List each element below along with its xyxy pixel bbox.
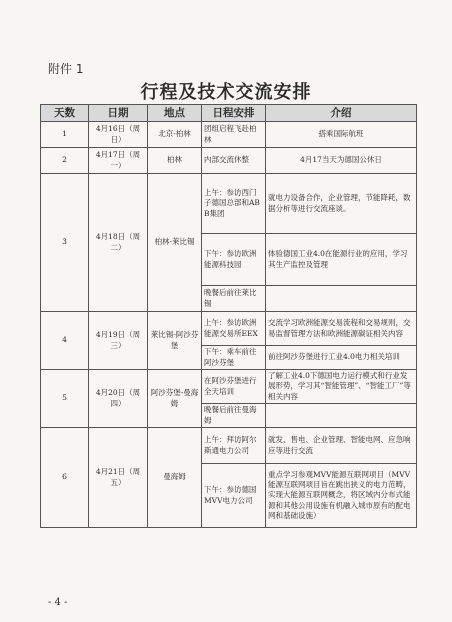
intro-cell: 搭乘国际航班 bbox=[266, 122, 417, 148]
day-cell: 2 bbox=[41, 148, 89, 174]
place-cell: 曼海姆 bbox=[148, 428, 202, 528]
header-day: 天数 bbox=[41, 105, 89, 122]
date-cell: 4月17日（周一） bbox=[89, 148, 148, 174]
schedule-table bbox=[40, 104, 417, 528]
place-cell: 莱比锡-阿沙芬堡 bbox=[148, 312, 202, 370]
table-row bbox=[41, 312, 417, 346]
table-row bbox=[41, 174, 417, 234]
table-row bbox=[41, 428, 417, 464]
place-cell: 柏林 bbox=[148, 148, 202, 174]
place-cell: 柏林-莱比锡 bbox=[148, 174, 202, 312]
schedule-cell: 上午：参访欧洲能源交易所EEX bbox=[202, 312, 266, 346]
header-place: 地点 bbox=[148, 105, 202, 122]
date-cell: 4月16日（周日） bbox=[89, 122, 148, 148]
intro-cell: 重点学习参观MVV能源互联网项目（MVV能源互联网项目旨在跳出狭义的电力范畴，实现大能源互联网概念，将区域内分布式能源和其他公用设施有机融入城市原有的配电网和基础设施） bbox=[266, 464, 417, 528]
schedule-cell: 在阿沙芬堡进行全天培训 bbox=[202, 370, 266, 404]
day-cell: 5 bbox=[41, 370, 89, 428]
place-cell: 阿沙芬堡-曼海姆 bbox=[148, 370, 202, 428]
schedule-cell: 内部交流休整 bbox=[202, 148, 266, 174]
page-title: 行程及技术交流安排 bbox=[140, 82, 312, 103]
date-cell: 4月19日（周三） bbox=[89, 312, 148, 370]
schedule-cell: 晚餐后前往曼海姆 bbox=[202, 404, 266, 428]
intro-cell: 4月17当天为德国公休日 bbox=[266, 148, 417, 174]
intro-cell: 就发、售电、企业管理、智能电网、应急响应等进行交流 bbox=[266, 428, 417, 464]
intro-cell bbox=[266, 404, 417, 428]
schedule-cell: 下午：乘车前往阿沙芬堡 bbox=[202, 346, 266, 370]
day-cell: 4 bbox=[41, 312, 89, 370]
schedule-cell: 晚餐后前往莱比锡 bbox=[202, 286, 266, 312]
intro-cell: 了解工业4.0下德国电力运行模式和行业发展形势，学习其“智能管理”、“智能工厂”等相关内容 bbox=[266, 370, 417, 404]
intro-cell: 前往阿沙芬堡进行工业4.0电力相关培训 bbox=[266, 346, 417, 370]
schedule-cell: 下午：参访德国MVV电力公司 bbox=[202, 464, 266, 528]
header-date: 日期 bbox=[89, 105, 148, 122]
intro-cell: 交流学习欧洲能源交易流程和交易规则，交易监督管理方法和欧洲能源碳证相关内容 bbox=[266, 312, 417, 346]
day-cell: 3 bbox=[41, 174, 89, 312]
table-row bbox=[41, 148, 417, 174]
page-number: - 4 - bbox=[48, 597, 68, 608]
place-cell: 北京-柏林 bbox=[148, 122, 202, 148]
date-cell: 4月18日（周二） bbox=[89, 174, 148, 312]
intro-cell: 就电力设备合作，企业管理，节能降耗，数据分析等进行交流座谈。 bbox=[266, 174, 417, 234]
table-header-row bbox=[41, 105, 417, 122]
schedule-cell: 上午：参访西门子德国总部和ABB集团 bbox=[202, 174, 266, 234]
header-intro: 介绍 bbox=[266, 105, 417, 122]
day-cell: 6 bbox=[41, 428, 89, 528]
intro-cell bbox=[266, 286, 417, 312]
header-schedule: 日程安排 bbox=[202, 105, 266, 122]
schedule-cell: 下午：参访欧洲能源科技园 bbox=[202, 234, 266, 286]
date-cell: 4月20日（周四） bbox=[89, 370, 148, 428]
table-row bbox=[41, 370, 417, 404]
table-row bbox=[41, 122, 417, 148]
schedule-cell: 团组启程飞赴柏林 bbox=[202, 122, 266, 148]
date-cell: 4月21日（周五） bbox=[89, 428, 148, 528]
annex-label: 附件 1 bbox=[48, 62, 84, 76]
intro-cell: 体验德国工业4.0在能源行业的应用，学习其生产监控及管理 bbox=[266, 234, 417, 286]
day-cell: 1 bbox=[41, 122, 89, 148]
schedule-cell: 上午：拜访阿尔斯通电力公司 bbox=[202, 428, 266, 464]
